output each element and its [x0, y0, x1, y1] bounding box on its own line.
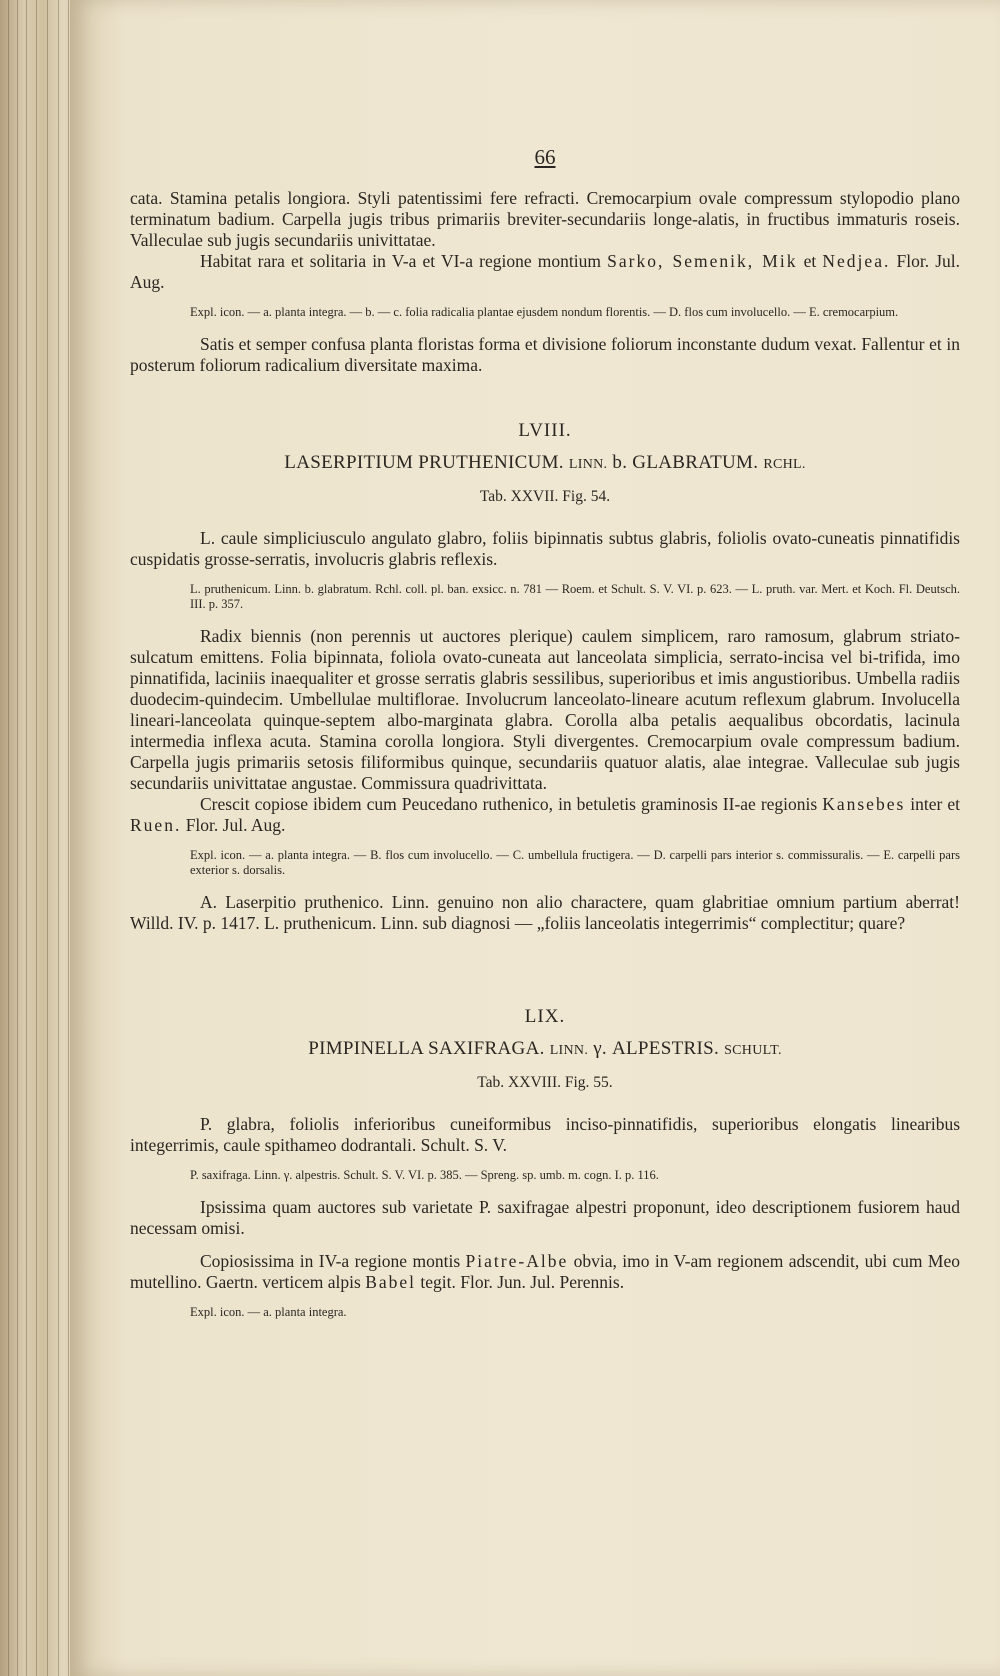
- page-content: [130, 145, 960, 1334]
- habitat-paragraph: Habitat rara et solitaria in V-a et VI-a regione montium Sarko, Semenik, Mik et Nedjea. Flor. Jul. Aug.: [130, 251, 961, 292]
- synonymy: L. pruthenicum. Linn. b. glabratum. Rchl. coll. pl. ban. exsicc. n. 781 — Roem. et Schult. S. V. VI. p. 623. — L. pruth. var. Mert. et Koch. Fl. Deutsch. III. p. 357.: [190, 582, 960, 611]
- figure-explanation: Expl. icon. — a. planta integra.: [190, 1305, 347, 1319]
- description: Radix biennis (non perennis ut auctores plerique) caulem simplicem, raro ramosum, glabrum striato-sulcatum emittens. Folia bipinnata, foliola ovato-cuneata aut lanceolata simplicia, serrato-incisa vel bi-trifida, imo pinnatifida, laciniis inaequaliter et grosse serratis glabris sessilibus, superioribus et imis angustioribus. Umbella radiis duodecim-quindecim. Umbellulae multiflorae. Involucrum lanceolato-lineare acutum reflexum glabrum. Involucella lineari-lanceolata quinque-septem albo-marginata glabra. Corolla alba petalis aequalibus obcordatis, lacinula intermedia inflexa acuta. Stamina corolla longiora. Styli divergentes. Cremocarpium ovale compressum badium. Carpella jugis primariis setosis filiformibus quinque, secundariis quatuor alatis, alae integrae. Valleculae sub jugis secundariis univittatae angustae. Commissura quadrivittata.: [130, 626, 960, 793]
- remark-paragraph: A. Laserpitio pruthenico. Linn. genuino non alio charactere, quam glabritiae omnium partium aberrat! Willd. IV. p. 1417. L. pruthenicum. Linn. sub diagnosi — „foliis lanceolatis integerrimis“ complectitur; quare?: [130, 892, 960, 933]
- diagnosis: L. caule simpliciusculo angulato glabro, foliis bipinnatis subtus glabris, foliolis ovato-cuneatis pinnatifidis cuspidatis grosse-serratis, involucris glabris reflexis.: [130, 528, 960, 569]
- figure-explanation: Expl. icon. — a. planta integra. — B. flos cum involucello. — C. umbellula fructigera. — D. carpelli pars interior s. commissuralis. — E. carpelli pars exterior s. dorsalis.: [190, 848, 960, 877]
- species-title: LASERPITIUM PRUTHENICUM. LINN. b. GLABRATUM. RCHL.: [284, 452, 806, 473]
- section-numeral: LIX.: [524, 1006, 566, 1027]
- plate-reference: Tab. XXVIII. Fig. 55.: [477, 1074, 613, 1091]
- plate-reference: Tab. XXVII. Fig. 54.: [479, 488, 611, 505]
- figure-explanation: Expl. icon. — a. planta integra. — b. — c. folia radicalia plantae ejusdem nondum florentis. — D. flos cum involucello. — E. cremocarpium.: [190, 305, 899, 319]
- synonymy: P. saxifraga. Linn. γ. alpestris. Schult. S. V. VI. p. 385. — Spreng. sp. umb. m. cogn. I. p. 116.: [190, 1168, 659, 1182]
- habitat-paragraph: Copiosissima in IV-a regione montis Piatre-Albe obvia, imo in V-am regionem adscendit, ubi cum Meo mutellino. Gaertn. verticem alpis Babel tegit. Flor. Jun. Jul. Perennis.: [130, 1251, 960, 1292]
- remark-paragraph: Satis et semper confusa planta floristas forma et divisione foliorum inconstante dudum vexat. Fallentur et in posterum foliorum radicalium diversitate maxima.: [130, 334, 960, 375]
- diagnosis: P. glabra, foliolis inferioribus cuneiformibus inciso-pinnatifidis, superioribus elongatis linearibus integerrimis, caule spithameo dodrantali. Schult. S. V.: [130, 1114, 960, 1155]
- description: Ipsissima quam auctores sub varietate P. saxifragae alpestri proponunt, ideo descriptionem fusiorem haud necessam omisi.: [130, 1197, 960, 1238]
- book-page-edges: [0, 0, 80, 1676]
- habitat-paragraph: Crescit copiose ibidem cum Peucedano ruthenico, in betuletis graminosis II-ae regionis Kansebes inter et Ruen. Flor. Jul. Aug.: [130, 794, 961, 835]
- page-number: 66: [534, 145, 556, 169]
- species-title: PIMPINELLA SAXIFRAGA. LINN. γ. ALPESTRIS. SCHULT.: [308, 1038, 782, 1059]
- continued-description: cata. Stamina petalis longiora. Styli patentissimi fere refracti. Cremocarpium ovale compressum stylopodio plano terminatum badium. Carpella jugis tribus primariis breviter-secundariis longe-alatis, in fructibus immaturis roseis. Valleculae sub jugis secundariis univittatae.: [130, 188, 960, 250]
- section-numeral: LVIII.: [518, 420, 572, 441]
